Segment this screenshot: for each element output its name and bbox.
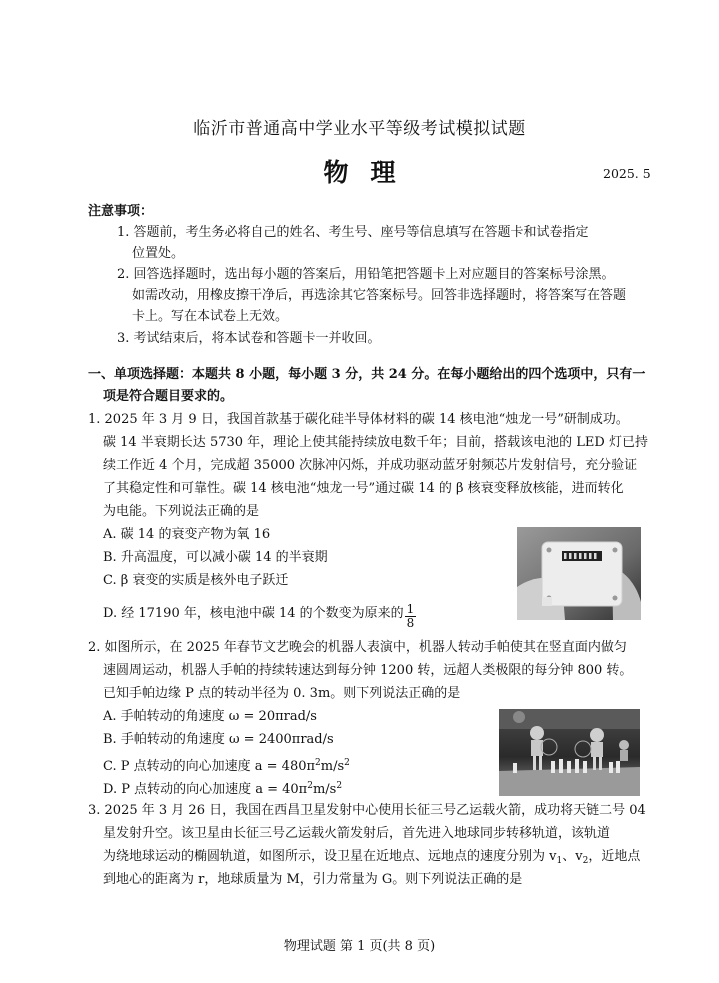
q1-stem-2: 碳 14 半衰期长达 5730 年，理论上使其能持续放电数千年；目前，搭载该电池的 LED 灯已持: [103, 435, 648, 450]
page-footer: 物理试题 第 1 页(共 8 页): [283, 939, 436, 954]
q1-option-a: A. 碳 14 的衰变产物为氧 16: [103, 527, 271, 542]
q2-option-c-text: C. P 点转动的向心加速度 a = 480π: [103, 759, 316, 774]
q2-stem-1: 2. 如图所示，在 2025 年春节文艺晚会的机器人表演中，机器人转动手帕使其在竖直面内做匀: [88, 640, 627, 655]
q3-stem-3-text: 为绕地球运动的椭圆轨道，如图所示，设卫星在近地点、远地点的速度分别为 v: [103, 849, 557, 864]
notice-item-2-cont2: 卡上。写在本试卷上无效。: [132, 309, 289, 324]
q1-stem-1: 1. 2025 年 3 月 9 日，我国首款基于碳化硅半导体材料的碳 14 核电池“烛龙一号”研制成功。: [88, 412, 629, 427]
q1-option-d: [103, 603, 416, 630]
fraction-one-eighth: $\frac{1}{8}$: [406, 602, 415, 630]
exam-date: 2025. 5: [603, 166, 651, 181]
q1-stem-3: 续工作近 4 个月，完成超 35000 次脉冲闪烁，并成功驱动蓝牙射频芯片发射信号，充分验证: [103, 458, 638, 473]
exam-title: 临沂市普通高中学业水平等级考试模拟试题: [193, 119, 526, 139]
notice-item-2-cont: 如需改动，用橡皮擦干净后，再选涂其它答案标号。回答非选择题时，将答案写在答题: [132, 288, 627, 303]
q2-option-d-text: D. P 点转动的向心加速度 a = 40π: [103, 782, 308, 797]
q3-stem-1: 3. 2025 年 3 月 26 日，我国在西昌卫星发射中心使用长征三号乙运载火箭，成功将天链二号 04: [88, 803, 646, 818]
q1-option-d-text: D. 经 17190 年，核电池中碳 14 的个数变为原来的: [103, 606, 404, 621]
q3-stem-4: 到地心的距离为 r，地球质量为 M，引力常量为 G。则下列说法正确的是: [103, 872, 523, 887]
nuclear-battery-photo: [517, 527, 641, 620]
q3-stem-2: 星发射升空。该卫星由长征三号乙运载火箭发射后，首先进入地球同步转移轨道，该轨道: [103, 826, 611, 841]
q1-stem-4: 了其稳定性和可靠性。碳 14 核电池“烛龙一号”通过碳 14 的 β 核衰变释放核能，进而转化: [103, 481, 624, 496]
q1-stem-5: 为电能。下列说法正确的是: [103, 504, 260, 519]
q1-option-b: B. 升高温度，可以减小碳 14 的半衰期: [103, 550, 328, 565]
section1-heading: 一、单项选择题：本题共 8 小题，每小题 3 分，共 24 分。在每小题给出的四个选项中，只有一: [88, 367, 646, 382]
notice-item-1: 1. 答题前，考生务必将自己的姓名、考生号、座号等信息填写在答题卡和试卷指定: [117, 225, 589, 240]
notice-item-3: 3. 考试结束后，将本试卷和答题卡一并收回。: [117, 331, 381, 346]
q2-option-d: D. P 点转动的向心加速度 $a = 40\pi^2m/s^2$: [103, 781, 343, 797]
q3-stem-3: 为绕地球运动的椭圆轨道，如图所示，设卫星在近地点、远地点的速度分别为 $v_1$、$v_2$，近地点: [103, 849, 641, 866]
q2-stem-3: 已知手帕边缘 P 点的转动半径为 0. 3m。则下列说法正确的是: [103, 686, 461, 701]
notice-heading: 注意事项：: [88, 204, 154, 219]
q2-stem-2: 速圆周运动，机器人手帕的持续转速达到每分钟 1200 转，远超人类极限的每分钟 800 转。: [103, 663, 633, 678]
robot-performance-photo: [499, 709, 640, 796]
notice-item-1-cont: 位置处。: [132, 246, 185, 261]
subject-title: 物理: [323, 158, 418, 187]
q1-option-c: C. β 衰变的实质是核外电子跃迁: [103, 573, 289, 588]
q2-option-b: B. 手帕转动的角速度 ω = 2400πrad/s: [103, 732, 334, 747]
q2-option-a: A. 手帕转动的角速度 ω = 20πrad/s: [103, 709, 317, 724]
notice-item-2: 2. 回答选择题时，选出每小题的答案后，用铅笔把答题卡上对应题目的答案标号涂黑。: [117, 267, 615, 282]
section1-heading-cont: 项是符合题目要求的。: [103, 389, 234, 404]
q2-option-c: C. P 点转动的向心加速度 $a = 480\pi^2m/s^2$: [103, 758, 350, 774]
